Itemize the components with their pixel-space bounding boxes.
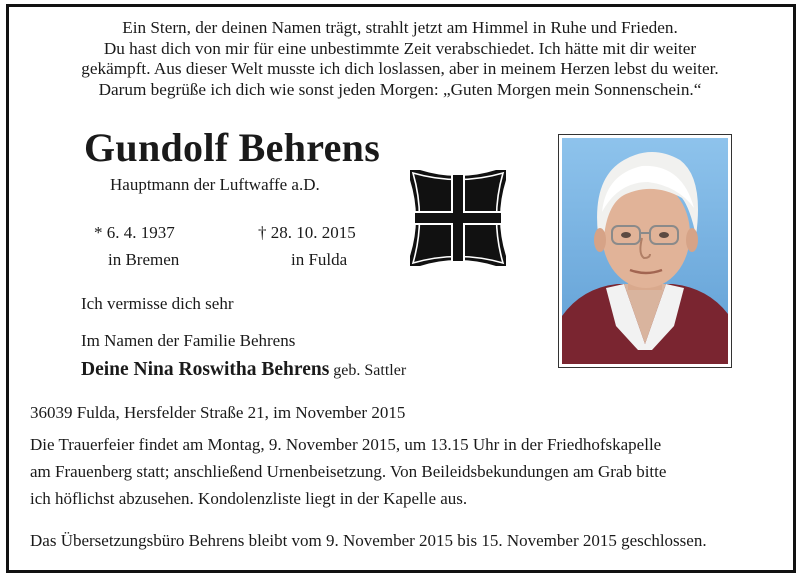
deceased-name: Gundolf Behrens <box>84 125 381 170</box>
portrait-photo <box>562 138 728 364</box>
deceased-title: Hauptmann der Luftwaffe a.D. <box>110 175 320 194</box>
death-date: † 28. 10. 2015 <box>258 223 356 242</box>
signer <box>81 359 406 381</box>
closing-notice: Das Übersetzungsbüro Behrens bleibt vom 9. November 2015 bis 15. November 2015 geschlossen. <box>30 531 707 550</box>
service-line: ich höflichst abzusehen. Kondolenzliste liegt in der Kapelle aus. <box>30 489 468 508</box>
birth-date: * 6. 4. 1937 <box>94 223 175 242</box>
service-line: Die Trauerfeier findet am Montag, 9. November 2015, um 13.15 Uhr in der Friedhofskapelle <box>30 435 662 454</box>
birth-place: in Bremen <box>108 250 180 269</box>
portrait-frame <box>558 134 732 368</box>
poem-line: Du hast dich von mir für eine unbestimmte Zeit verabschiedet. Ich hätte mit dir weiter <box>103 38 697 58</box>
family-text: Im Namen der Familie Behrens <box>81 331 296 350</box>
iron-cross-icon <box>410 170 506 266</box>
signer-maiden-name: geb. Sattler <box>333 362 407 379</box>
death-info <box>258 219 356 273</box>
poem <box>12 18 788 100</box>
service-line: am Frauenberg statt; anschließend Urnenbeisetzung. Von Beileidsbekundungen am Grab bitte <box>30 462 667 481</box>
signer-name: Deine Nina Roswitha Behrens <box>81 359 330 380</box>
missing-text: Ich vermisse dich sehr <box>81 294 234 313</box>
death-place: in Fulda <box>291 250 348 269</box>
service-info <box>30 431 780 512</box>
poem-line: gekämpft. Aus dieser Welt musste ich dich loslassen, aber in meinem Herzen lebst du weiter. <box>81 59 719 78</box>
birth-info <box>94 219 179 273</box>
address-line: 36039 Fulda, Hersfelder Straße 21, im November 2015 <box>30 403 406 422</box>
poem-line: Ein Stern, der deinen Namen trägt, strahlt jetzt am Himmel in Ruhe und Frieden. <box>122 18 678 37</box>
poem-line: Darum begrüße ich dich wie sonst jeden Morgen: „Guten Morgen mein Sonnenschein.“ <box>98 79 702 99</box>
